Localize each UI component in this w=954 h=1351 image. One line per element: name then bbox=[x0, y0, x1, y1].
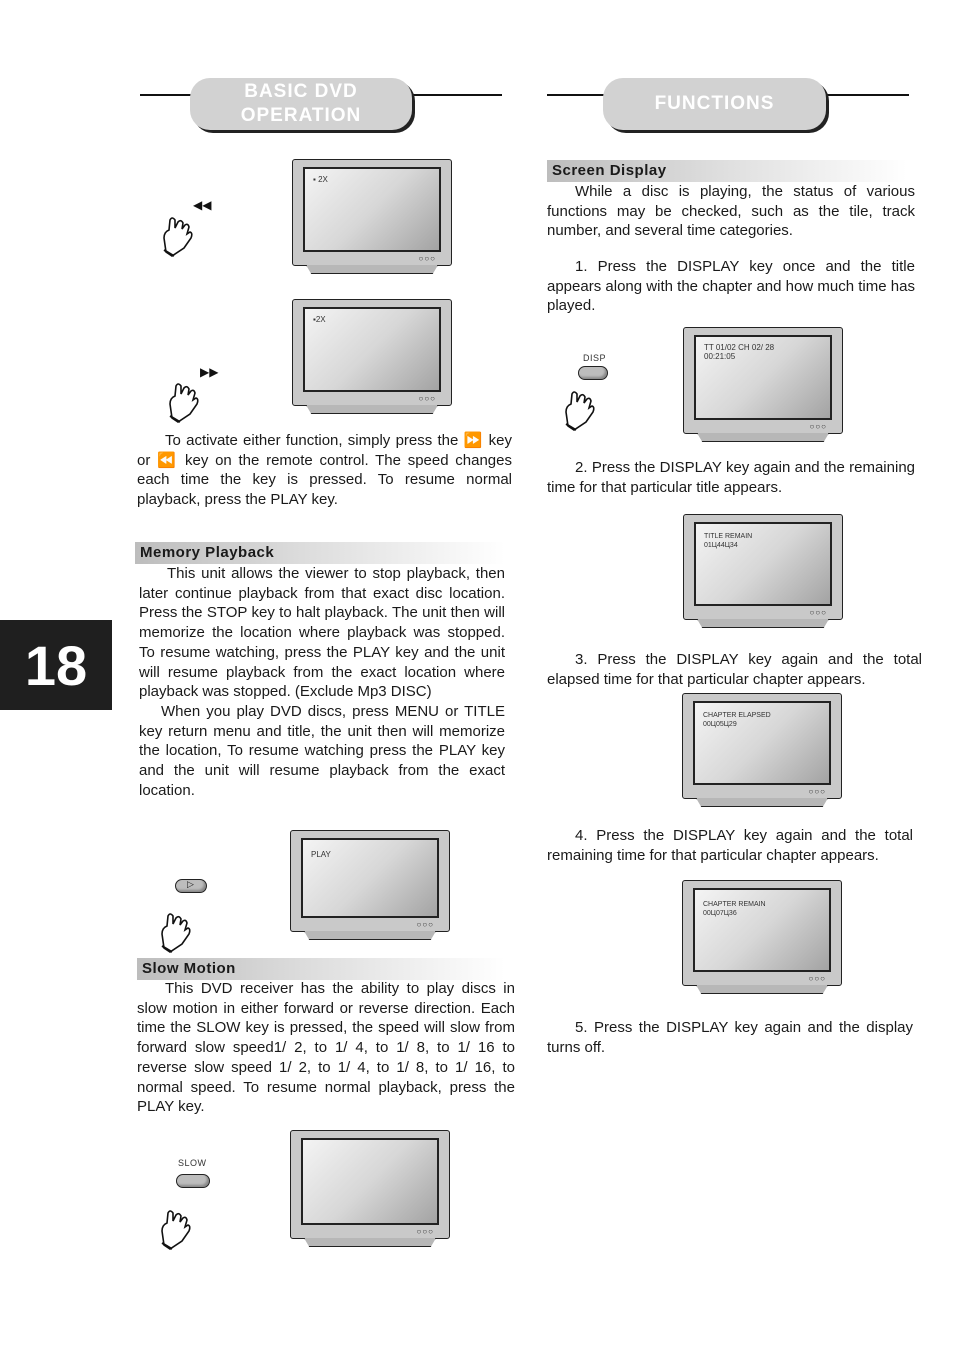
tv-base bbox=[304, 1238, 436, 1247]
tv-base bbox=[697, 433, 829, 442]
step-4-text: 4. Press the DISPLAY key again and the total remaining time for that particular chapter appears. bbox=[547, 827, 913, 864]
disp-key-label: DISP bbox=[583, 353, 607, 363]
osd-chapter-remain-label: CHAPTER REMAIN bbox=[703, 901, 766, 908]
search-paragraph: To activate either function, simply press the ⏩ key or ⏪ key on the remote control. The speed changes each time the key is pressed. To resume normal playback, press the PLAY key. bbox=[137, 432, 512, 509]
memory-playback-heading: Memory Playback bbox=[135, 542, 505, 564]
tv-base bbox=[304, 931, 436, 940]
slow-key[interactable] bbox=[176, 1174, 210, 1188]
slow-motion-heading: Slow Motion bbox=[137, 958, 505, 980]
tv-screen bbox=[694, 522, 832, 606]
osd-title-chapter: TT 01/02 CH 02/ 28 bbox=[704, 343, 775, 352]
screen-display-intro: While a disc is playing, the status of various functions may be checked, such as the tile, track number, and several time categories. bbox=[547, 183, 915, 240]
forward-osd-icon: ▪ bbox=[313, 315, 316, 324]
tv-forward bbox=[292, 299, 452, 414]
osd-chapter-remain-time: 00Ц07Ц36 bbox=[703, 910, 737, 917]
osd-chapter-elapsed-time: 00Ц05Ц29 bbox=[703, 721, 737, 728]
tv-screen bbox=[303, 167, 441, 252]
tv-osd bbox=[703, 711, 771, 729]
slow-key-label: SLOW bbox=[178, 1158, 207, 1168]
pointing-hand-icon bbox=[166, 378, 202, 424]
tv-base bbox=[697, 619, 829, 628]
tv-slow bbox=[290, 1130, 450, 1247]
tv-knobs: ○○○ bbox=[808, 787, 826, 796]
pointing-hand-icon bbox=[158, 1205, 194, 1251]
tv-screen bbox=[301, 838, 439, 918]
step-5-text: 5. Press the DISPLAY key again and the display turns off. bbox=[547, 1019, 913, 1056]
tv-display-4 bbox=[682, 880, 842, 994]
header-rule-right-a bbox=[547, 94, 605, 96]
memory-para-1: This unit allows the viewer to stop playback, then later continue playback from that exact disc location. Press the STOP key to halt playback. The unit then will memorize the location where playback was stopped. To resume watching, press the PLAY key and the unit will resume playback from the exact location where playback was stopped. (Exclude Mp3 DISC) bbox=[139, 565, 505, 701]
tv-knobs: ○○○ bbox=[809, 608, 827, 617]
tv-osd bbox=[313, 175, 328, 184]
tv-screen bbox=[301, 1138, 439, 1225]
play-key[interactable] bbox=[175, 879, 207, 893]
rewind-icon: ◀◀ bbox=[193, 198, 212, 212]
tv-osd: PLAY bbox=[311, 850, 331, 859]
disp-key[interactable] bbox=[578, 366, 608, 380]
tv-osd-text: 2X bbox=[315, 315, 326, 324]
tv-knobs: ○○○ bbox=[808, 974, 826, 983]
fast-forward-icon: ▶▶ bbox=[200, 365, 219, 379]
tv-screen bbox=[694, 335, 832, 420]
osd-title-remain-label: TITLE REMAIN bbox=[704, 533, 753, 540]
tv-osd bbox=[703, 900, 766, 918]
play-icon: ▷ bbox=[187, 879, 194, 889]
screen-display-heading: Screen Display bbox=[547, 160, 907, 182]
tv-base bbox=[696, 798, 828, 807]
tv-knobs: ○○○ bbox=[416, 920, 434, 929]
section-title-basic-dvd bbox=[190, 78, 412, 130]
page-number: 18 bbox=[0, 620, 112, 710]
section-title-functions bbox=[603, 78, 826, 130]
pointing-hand-icon bbox=[160, 212, 196, 258]
tv-knobs: ○○○ bbox=[416, 1227, 434, 1236]
tv-base bbox=[306, 265, 438, 274]
memory-playback-text bbox=[139, 564, 505, 800]
tv-play bbox=[290, 830, 450, 940]
osd-time-played: 00:21:05 bbox=[704, 352, 736, 361]
tv-knobs: ○○○ bbox=[418, 254, 436, 263]
slow-motion-text: This DVD receiver has the ability to play discs in slow motion in either forward or reverse direction. Each time the SLOW key is pressed, the speed will slow from forward slow speed1/ 2, to 1/ 4, to 1/ 8, to 1/ 16 to reverse slow speed 1/ 2, to 1/ 4, to 1/ 8, to 1/ 16, to normal speed. To resume normal playback, press the PLAY key. bbox=[137, 980, 515, 1116]
tv-screen bbox=[303, 307, 441, 392]
step-3-text: 3. Press the DISPLAY key again and the total elapsed time for that particular chapter appears. bbox=[547, 651, 922, 688]
tv-knobs: ○○○ bbox=[809, 422, 827, 431]
tv-screen bbox=[693, 701, 831, 785]
section-title-basic-dvd-text: BASIC DVD OPERATION bbox=[240, 81, 362, 126]
pointing-hand-icon bbox=[158, 908, 194, 954]
tv-screen bbox=[693, 888, 831, 972]
step-1-text: 1. Press the DISPLAY key once and the title appears along with the chapter and how much time has played. bbox=[547, 258, 915, 315]
tv-display-2 bbox=[683, 514, 843, 628]
tv-osd bbox=[704, 343, 774, 361]
tv-base bbox=[696, 985, 828, 994]
header-rule-left-a bbox=[140, 94, 192, 96]
tv-osd bbox=[313, 315, 326, 324]
tv-display-1 bbox=[683, 327, 843, 442]
rewind-osd-icon: ▪ bbox=[313, 175, 316, 184]
tv-display-3 bbox=[682, 693, 842, 807]
tv-knobs: ○○○ bbox=[418, 394, 436, 403]
tv-rewind bbox=[292, 159, 452, 274]
tv-osd bbox=[704, 532, 752, 550]
osd-chapter-elapsed-label: CHAPTER ELAPSED bbox=[703, 712, 771, 719]
tv-base bbox=[306, 405, 438, 414]
osd-title-remain-time: 01Ц44Ц34 bbox=[704, 542, 738, 549]
tv-osd-text: 2X bbox=[318, 175, 328, 184]
pointing-hand-icon bbox=[562, 386, 598, 432]
section-title-functions-text: FUNCTIONS bbox=[654, 93, 775, 114]
step-2-text: 2. Press the DISPLAY key again and the remaining time for that particular title appears. bbox=[547, 459, 915, 496]
header-rule-left-b bbox=[412, 94, 502, 96]
header-rule-right-b bbox=[826, 94, 909, 96]
memory-para-2: When you play DVD discs, press MENU or TITLE key return menu and title, the unit then will memorize the location, To resume watching press the PLAY key and the unit will resume playback from the exact location. bbox=[139, 702, 505, 799]
